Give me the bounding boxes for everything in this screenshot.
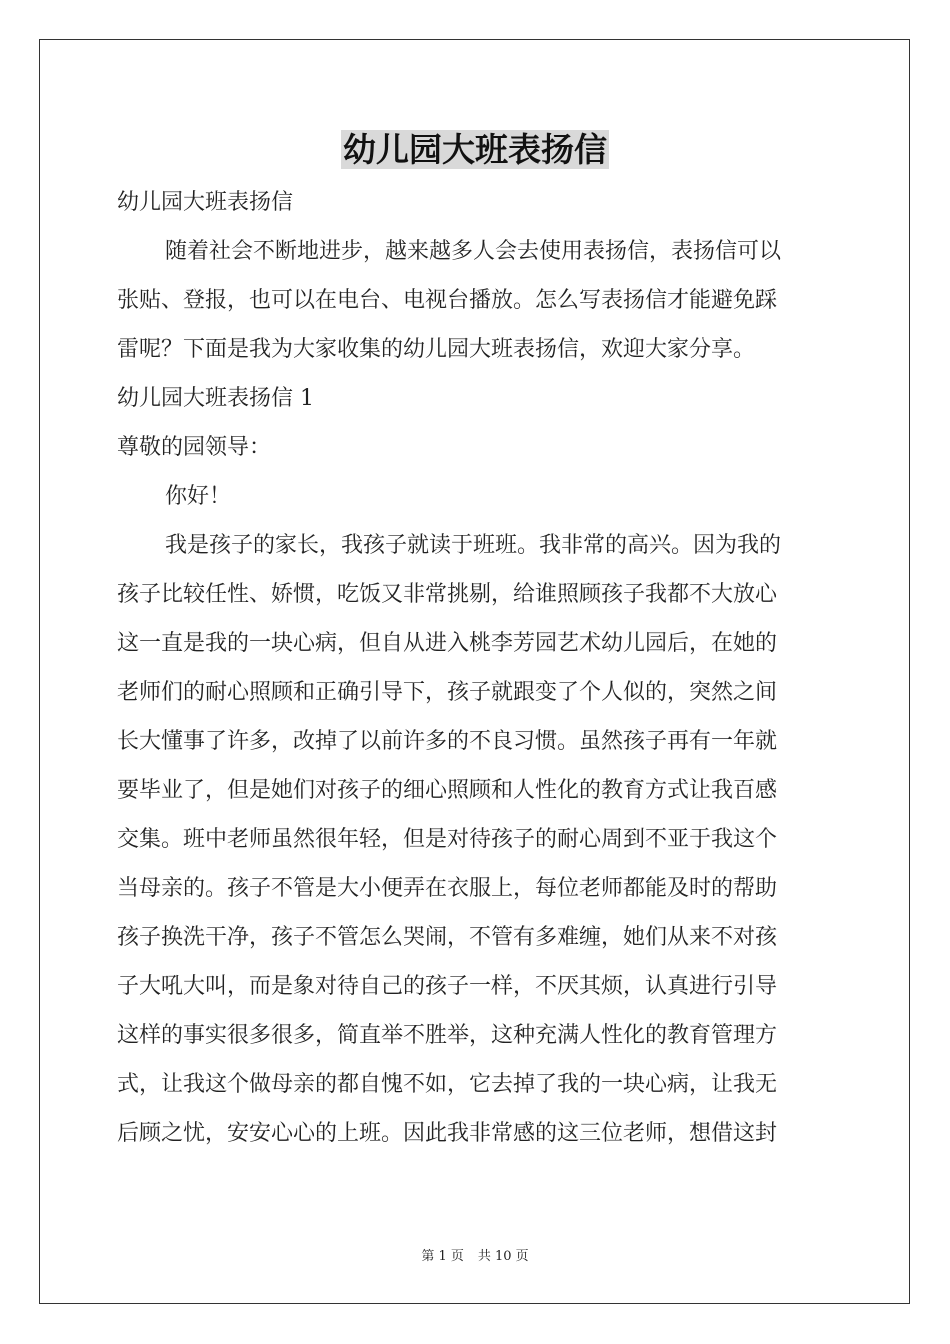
body-line: 交集。班中老师虽然很年轻，但是对待孩子的耐心周到不亚于我这个 <box>117 827 778 852</box>
body-line: 当母亲的。孩子不管是大小便弄在衣服上，每位老师都能及时的帮助 <box>117 876 778 901</box>
salutation: 尊敬的园领导： <box>117 435 272 460</box>
body-line: 这一直是我的一块心病，但自从进入桃李芳园艺术幼儿园后，在她的 <box>117 631 778 656</box>
body-line: 式，让我这个做母亲的都自愧不如，它去掉了我的一块心病，让我无 <box>117 1072 778 1097</box>
body-line: 老师们的耐心照顾和正确引导下，孩子就跟变了个人似的，突然之间 <box>117 680 778 705</box>
body-line: 幼儿园大班表扬信 <box>117 190 294 215</box>
page-footer <box>0 1245 950 1264</box>
body-line: 随着社会不断地进步，越来越多人会去使用表扬信，表扬信可以 <box>165 239 782 264</box>
section-heading: 幼儿园大班表扬信 1 <box>117 386 314 411</box>
document-title <box>0 127 950 173</box>
body-line: 这样的事实很多很多，简直举不胜举，这种充满人性化的教育管理方 <box>117 1023 778 1048</box>
body-line: 要毕业了，但是她们对孩子的细心照顾和人性化的教育方式让我百感 <box>117 778 778 803</box>
body-line: 张贴、登报，也可以在电台、电视台播放。怎么写表扬信才能避免踩 <box>117 288 778 313</box>
body-line: 后顾之忧，安安心心的上班。因此我非常感的这三位老师，想借这封 <box>117 1121 778 1146</box>
body-line: 我是孩子的家长，我孩子就读于班班。我非常的高兴。因为我的 <box>165 533 782 558</box>
body-line: 雷呢？下面是我为大家收集的幼儿园大班表扬信，欢迎大家分享。 <box>117 337 756 362</box>
body-line: 长大懂事了许多，改掉了以前许多的不良习惯。虽然孩子再有一年就 <box>117 729 778 754</box>
current-page-label: 第 1 页 <box>421 1249 464 1264</box>
total-pages-label: 共 10 页 <box>477 1249 529 1264</box>
document-body <box>117 178 835 1158</box>
body-line: 子大吼大叫，而是象对待自己的孩子一样，不厌其烦，认真进行引导 <box>117 974 778 999</box>
document-title-text: 幼儿园大班表扬信 <box>343 130 607 169</box>
greeting: 你好！ <box>165 484 232 509</box>
body-line: 孩子比较任性、娇惯，吃饭又非常挑剔，给谁照顾孩子我都不大放心 <box>117 582 778 607</box>
body-line: 孩子换洗干净，孩子不管怎么哭闹，不管有多难缠，她们从来不对孩 <box>117 925 778 950</box>
